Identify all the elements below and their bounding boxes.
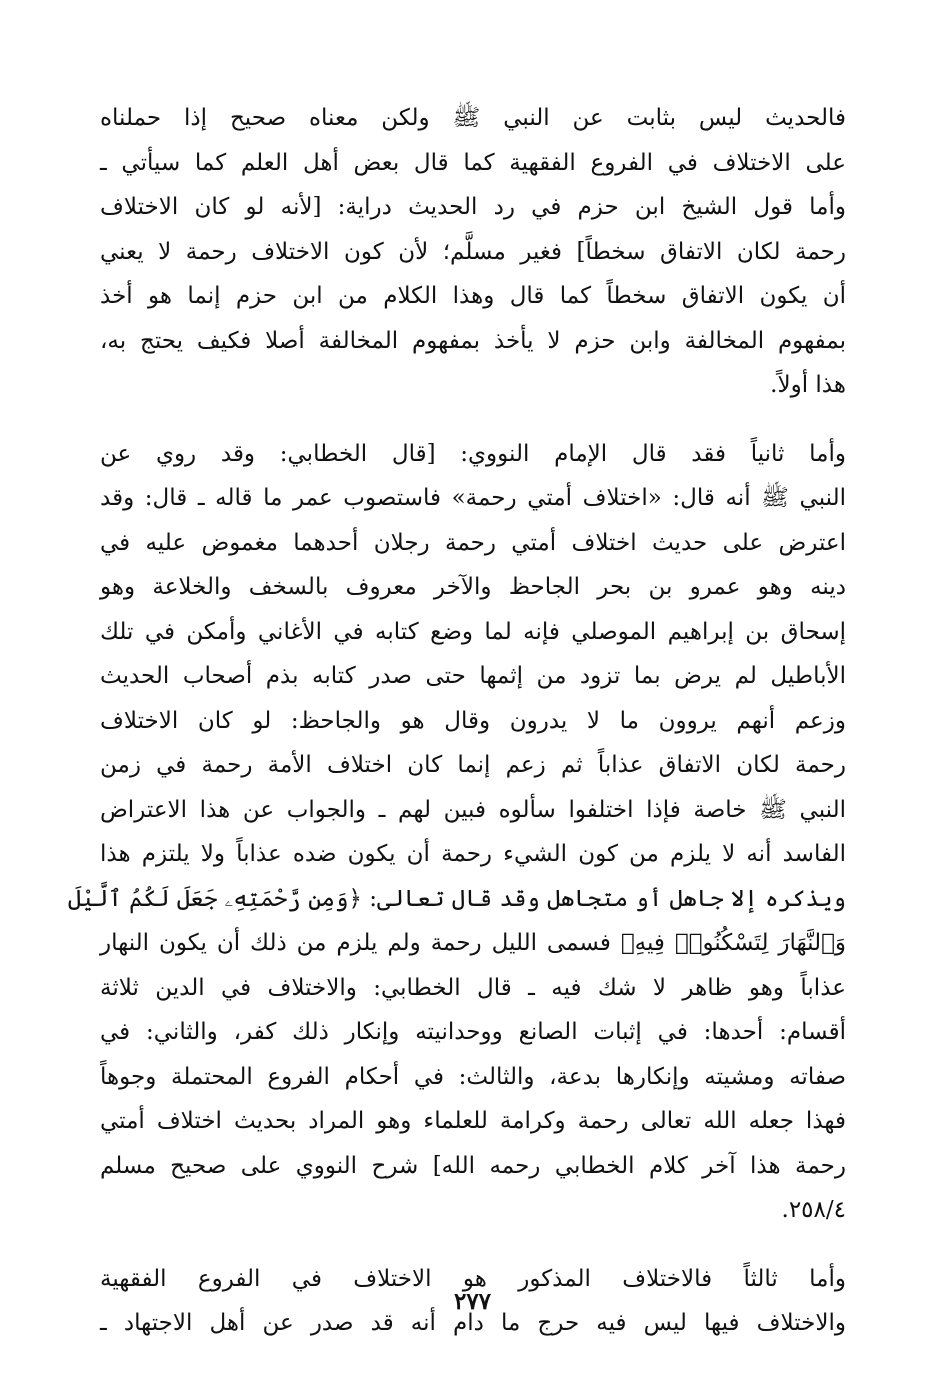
- text-line: الأباطيل لم يرض بما تزود من إثمها حتى صدر كتابه بذم أصحاب الحديث: [100, 663, 846, 689]
- text-line: النبي ﷺ أنه قال: «اختلاف أمتي رحمة» فاستصوب عمر ما قاله ـ قال: وقد: [100, 485, 846, 511]
- text-line: على الاختلاف في الفروع الفقهية كما قال بعض أهل العلم كما سيأتي ـ: [100, 149, 846, 176]
- text-line: والاختلاف فيها ليس فيه حرج ما دام أنه قد صدر عن أهل الاجتهاد ـ: [100, 1310, 846, 1336]
- text-line: رحمة لكان الاتفاق عذاباً ثم زعم إنما كان اختلاف الأمة رحمة في زمن: [100, 752, 846, 778]
- text-line: وزعم أنهم يروون ما لا يدرون وقال هو والجاحظ: لو كان الاختلاف: [100, 707, 846, 734]
- text-line: فهذا جعله الله تعالى رحمة وكرامة للعلماء وهو المراد بحديث اختلاف أمتي: [100, 1108, 846, 1134]
- text-line: صفاته ومشيته وإنكارها بدعة، والثالث: في أحكام الفروع المحتملة وجوهاً: [100, 1063, 846, 1090]
- paragraph-2: [67, 432, 847, 1233]
- paragraph-gap: [100, 408, 846, 432]
- text-line: اعترض على حديث اختلاف أمتي رحمة رجلان أحدهما مغموض عليه في: [100, 529, 847, 556]
- text-line: أن يكون الاتفاق سخطاً كما قال وهذا الكلام من ابن حزم إنما هو أخذ: [100, 283, 846, 309]
- text-line: وأما ثانياً فقد قال الإمام النووي: [قال الخطابي: وقد روي عن: [100, 440, 846, 467]
- text-line: رحمة لكان الاتفاق سخطاً] فغير مسلَّم؛ لأن كون الاختلاف رحمة لا يعني: [100, 238, 846, 265]
- text-line: بمفهوم المخالفة وابن حزم لا يأخذ بمفهوم المخالفة أصلا فكيف يحتج به،: [100, 327, 846, 354]
- text-line: عذاباً وهو ظاهر لا شك فيه ـ قال الخطابي: والاختلاف في الدين ثلاثة: [100, 974, 846, 1001]
- paragraph-1: [100, 96, 846, 408]
- text-line: وأما قول الشيخ ابن حزم في رد الحديث دراية: [لأنه لو كان الاختلاف: [100, 194, 846, 220]
- text-line: وأما ثالثاً فالاختلاف المذكور هو الاختلاف في الفروع الفقهية: [100, 1265, 846, 1292]
- page-body: [67, 96, 847, 1346]
- text-line: أقسام: أحدها: في إثبات الصانع ووحدانيته وإنكار ذلك كفر، والثاني: في: [100, 1019, 846, 1045]
- text-line: دينه وهو عمرو بن بحر الجاحظ والآخر معروف بالسخف والخلاعة وهو: [100, 574, 846, 600]
- paragraph-gap: [100, 1233, 846, 1257]
- text-line: رحمة هذا آخر كلام الخطابي رحمه الله] شرح النووي على صحيح مسلم: [100, 1152, 846, 1179]
- text-line: ٢٥٨/٤.: [781, 1197, 846, 1223]
- page-number: ٢٧٧: [453, 1288, 492, 1315]
- text-line: النبي ﷺ خاصة فإذا اختلفوا سألوه فبين لهم ـ والجواب عن هذا الاعتراض: [100, 796, 846, 823]
- text-line: هذا أولاً.: [770, 372, 846, 398]
- text-line: فالحديث ليس بثابت عن النبي ﷺ ولكن معناه صحيح إذا حملناه: [100, 105, 846, 131]
- text-line: وَٱلنَّهَارَ لِتَسْكُنُوا۟ فِيهِ﴾ فسمى الليل رحمة ولم يلزم من ذلك أن يكون النهار: [100, 930, 846, 956]
- text-line: ويذكره إلا جاهل أو متجاهل وقد قال تعالى: ﴿وَمِن رَّحْمَتِهِۦ جَعَلَ لَكُمُ ٱلَّيْلَ: [67, 885, 846, 912]
- text-line: إسحاق بن إبراهيم الموصلي فإنه لما وضع كتابه في الأغاني وأمكن في تلك: [100, 618, 846, 645]
- text-line: الفاسد أنه لا يلزم من كون الشيء رحمة أن يكون ضده عذاباً ولا يلتزم هذا: [100, 841, 846, 867]
